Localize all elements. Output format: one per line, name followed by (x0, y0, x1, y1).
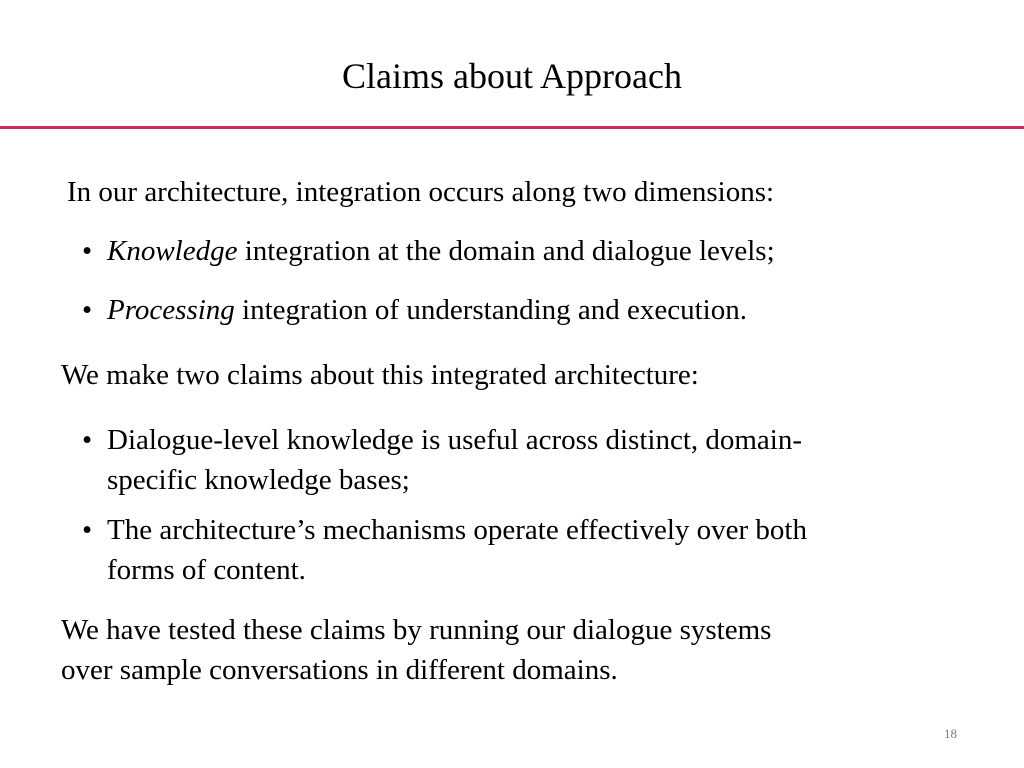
page-number: 18 (944, 726, 957, 741)
emphasis-term: Processing (107, 294, 235, 326)
emphasis-term: Knowledge (107, 235, 238, 267)
bullet-rest: integration of understanding and execution. (234, 294, 747, 326)
bullet-icon: • (82, 424, 93, 456)
conclusion-line: over sample conversations in different domains. (61, 654, 618, 686)
claims-intro-text: We make two claims about this integrated architecture: (61, 359, 699, 391)
slide-title: Claims about Approach (342, 56, 682, 96)
bullet-line: The architecture’s mechanisms operate effectively over both (107, 514, 807, 546)
intro-text: In our architecture, integration occurs along two dimensions: (67, 176, 775, 208)
bullet-icon: • (82, 514, 93, 546)
bullet-icon: • (82, 235, 93, 267)
bullet-line: Dialogue-level knowledge is useful across distinct, domain- (107, 424, 803, 456)
bullet-rest: integration at the domain and dialogue levels; (237, 235, 775, 267)
bullet-icon: • (82, 294, 93, 326)
bullet-line: forms of content. (107, 554, 306, 586)
bullet-line: specific knowledge bases; (107, 464, 410, 496)
title-divider (0, 126, 1024, 129)
bullet-text (107, 290, 747, 330)
bullet-text (107, 231, 775, 271)
conclusion-line: We have tested these claims by running our dialogue systems (61, 614, 772, 646)
